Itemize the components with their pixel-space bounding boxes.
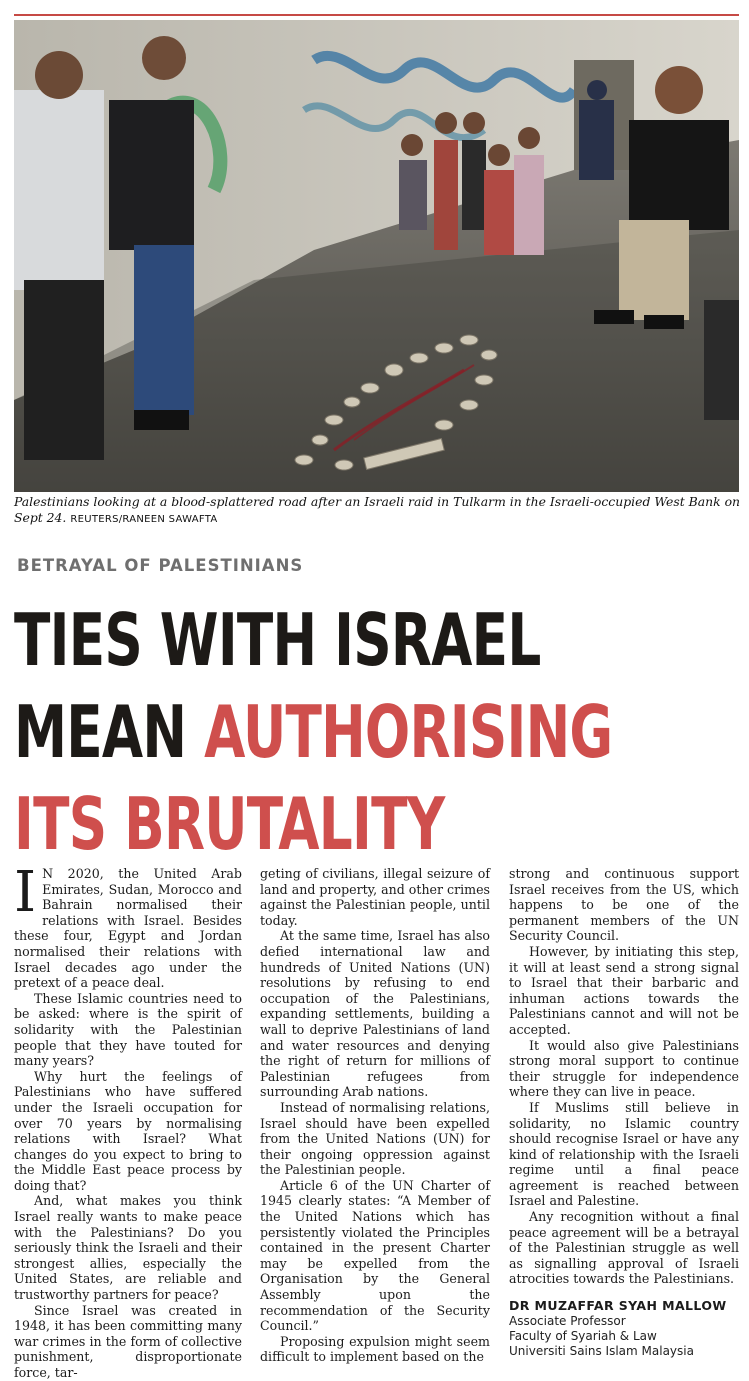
- paragraph: It would also give Palestinians strong moral support to continue their struggle for independence where they can live in peace.: [509, 1037, 739, 1100]
- author-faculty: Faculty of Syariah & Law: [509, 1329, 657, 1344]
- photo-caption: [14, 494, 744, 528]
- author-title: Associate Professor: [509, 1314, 626, 1329]
- headline: [14, 594, 613, 870]
- paragraph: I N 2020, the United Arab Emirates, Sudan, Morocco and Bahrain normalised their relations with Israel. Besides these four, Egypt and Jordan normalised their relations with Israel decades ago under the pretext of a peace deal.: [14, 860, 242, 991]
- headline-line-2: [14, 686, 613, 778]
- author-university: Universiti Sains Islam Malaysia: [509, 1344, 694, 1359]
- paragraph: Proposing expulsion might seem difficult to implement based on the: [260, 1333, 490, 1365]
- paragraph: Any recognition without a final peace agreement will be a betrayal of the Palestinian struggle as well as signalling approval of Israeli atrocities towards the Palestinians.: [509, 1209, 739, 1287]
- news-photo: [14, 20, 739, 492]
- photo-credit: REUTERS/RANEEN SAWAFTA: [70, 514, 218, 525]
- paragraph: And, what makes you think Israel really wants to make peace with the Palestinians? Do you seriously think the Israeli and their strongest allies, especially the United States, are reliable and trustworthy partners for peace?: [14, 1193, 242, 1303]
- author-signature: [509, 1297, 739, 1359]
- top-rule: [14, 14, 739, 16]
- author-name: DR MUZAFFAR SYAH MALLOW: [509, 1298, 727, 1314]
- paragraph: Article 6 of the UN Charter of 1945 clearly states: “A Member of the United Nations which has persistently violated the Principles contained in the present Charter may be expelled from the Organisation by the General Assembly upon the recommendation of the Security Council.”: [260, 1177, 490, 1334]
- paragraph: These Islamic countries need to be asked: where is the spirit of solidarity with the Palestinian people that they have touted for many years?: [14, 990, 242, 1069]
- paragraph: If Muslims still believe in solidarity, no Islamic country should recognise Israel or have any kind of relationship with the Israeli regime until a final peace agreement is reached between Israel and Palestine.: [509, 1099, 739, 1209]
- paragraph: Why hurt the feelings of Palestinians who have suffered under the Israeli occupation for over 70 years by normalising relations with Israel? What changes do you expect to bring to the Middle East peace process by doing that?: [14, 1068, 242, 1193]
- section-kicker: BETRAYAL OF PALESTINIANS: [17, 556, 304, 575]
- article-column-2: [260, 866, 490, 1365]
- article-column-3: [509, 866, 739, 1359]
- paragraph: Instead of normalising relations, Israel should have been expelled from the United Nations (UN) for their ongoing oppression against the Palestinian people.: [260, 1099, 490, 1178]
- paragraph: geting of civilians, illegal seizure of land and property, and other crimes against the Palestinian people, until today.: [260, 866, 490, 928]
- headline-line-1: TIES WITH ISRAEL: [14, 598, 541, 682]
- headline-line-2-dark: MEAN: [14, 690, 205, 774]
- headline-line-2-red: AUTHORISING: [204, 690, 613, 774]
- headline-line-3: ITS BRUTALITY: [14, 782, 445, 866]
- paragraph: strong and continuous support Israel receives from the US, which happens to be one of the permanent members of the UN Security Council.: [509, 866, 739, 944]
- paragraph: At the same time, Israel has also defied international law and hundreds of United Nations (UN) resolutions by refusing to end occupation of the Palestinians, expanding settlements, building a wall to deprive Palestinians of land and water resources and denying the right of return for millions of Palestinian refugees from surrounding Arab nations.: [260, 928, 490, 1100]
- article-column-1: [14, 860, 242, 1381]
- caption-text: Palestinians looking at a blood-splattered road after an Israeli raid in Tulkarm in the Israeli-occupied West Bank on Sept 24.: [14, 494, 741, 525]
- paragraph: However, by initiating this step, it will at least send a strong signal to Israel that their barbaric and inhuman actions towards the Palestinians cannot and will not be accepted.: [509, 943, 739, 1037]
- drop-cap: I: [14, 860, 37, 925]
- paragraph: Since Israel was created in 1948, it has been committing many war crimes in the form of collective punishment, disproportionate force, tar-: [14, 1302, 242, 1380]
